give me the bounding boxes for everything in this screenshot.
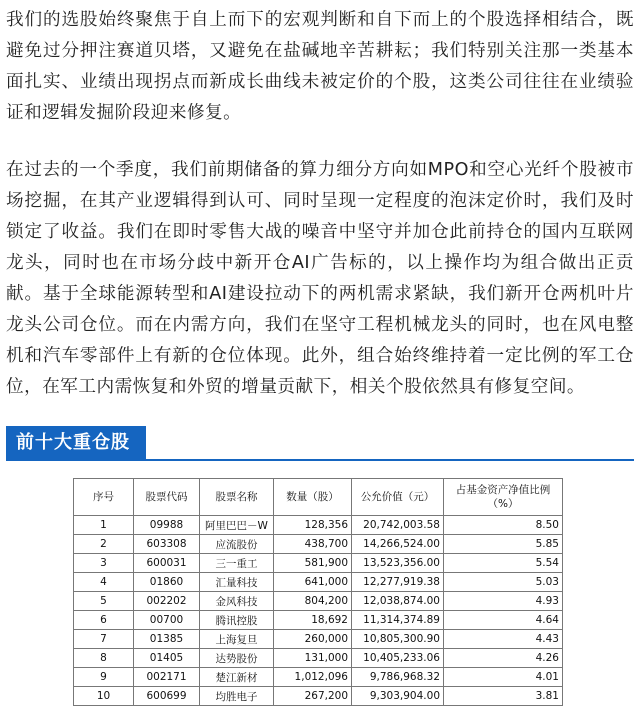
cell-fair-value: 14,266,524.00 [352, 535, 444, 554]
cell-stock-code: 603308 [134, 535, 200, 554]
section-divider [6, 459, 634, 461]
cell-nav-ratio: 3.81 [444, 687, 563, 706]
cell-stock-name: 汇量科技 [200, 573, 274, 592]
cell-stock-name: 腾讯控股 [200, 611, 274, 630]
table-row [74, 516, 563, 535]
table-row [74, 592, 563, 611]
cell-quantity: 804,200 [274, 592, 352, 611]
cell-stock-name: 阿里巴巴－W [200, 516, 274, 535]
table-row [74, 573, 563, 592]
table-row [74, 535, 563, 554]
section-title-top-ten-holdings: 前十大重仓股 [6, 426, 146, 460]
cell-quantity: 438,700 [274, 535, 352, 554]
cell-quantity: 267,200 [274, 687, 352, 706]
cell-stock-code: 600031 [134, 554, 200, 573]
cell-fair-value: 11,314,374.89 [352, 611, 444, 630]
cell-stock-name: 应流股份 [200, 535, 274, 554]
cell-nav-ratio: 4.93 [444, 592, 563, 611]
cell-fair-value: 12,038,874.00 [352, 592, 444, 611]
cell-stock-code: 002202 [134, 592, 200, 611]
paragraph-quarter-review: 在过去的一个季度，我们前期储备的算力细分方向如MPO和空心光纤个股被市场挖掘，在其产业逻辑得到认可、同时呈现一定程度的泡沫定价时，我们及时锁定了收益。我们在即时零售大战的噪音中坚守并加仓此前持仓的国内互联网龙头，同时也在市场分歧中新开仓AI广告标的，以上操作均为组合做出正贡献。基于全球能源转型和AI建设拉动下的两机需求紧缺，我们新开仓两机叶片龙头公司仓位。而在内需方向，我们在坚守工程机械龙头的同时，也在风电整机和汽车零部件上有新的仓位体现。此外，组合始终维持着一定比例的军工仓位，在军工内需恢复和外贸的增量贡献下，相关个股依然具有修复空间。 [6, 160, 634, 397]
cell-nav-ratio: 5.85 [444, 535, 563, 554]
header-stock-code: 股票代码 [134, 479, 200, 516]
holdings-table-container [73, 478, 562, 706]
table-header-row [74, 479, 563, 516]
header-index: 序号 [74, 479, 134, 516]
cell-stock-name: 楚江新材 [200, 668, 274, 687]
cell-fair-value: 10,805,300.90 [352, 630, 444, 649]
header-nav-ratio: 占基金资产净值比例（%） [444, 479, 563, 516]
table-row [74, 630, 563, 649]
cell-stock-code: 01385 [134, 630, 200, 649]
cell-quantity: 128,356 [274, 516, 352, 535]
cell-index: 4 [74, 573, 134, 592]
cell-index: 9 [74, 668, 134, 687]
cell-index: 7 [74, 630, 134, 649]
cell-quantity: 1,012,096 [274, 668, 352, 687]
table-row [74, 611, 563, 630]
cell-quantity: 131,000 [274, 649, 352, 668]
cell-stock-name: 上海复旦 [200, 630, 274, 649]
cell-stock-code: 00700 [134, 611, 200, 630]
cell-nav-ratio: 4.01 [444, 668, 563, 687]
cell-stock-name: 金风科技 [200, 592, 274, 611]
cell-nav-ratio: 4.64 [444, 611, 563, 630]
header-quantity: 数量（股） [274, 479, 352, 516]
holdings-table [73, 478, 563, 706]
cell-fair-value: 20,742,003.58 [352, 516, 444, 535]
cell-stock-code: 01405 [134, 649, 200, 668]
cell-fair-value: 13,523,356.00 [352, 554, 444, 573]
cell-index: 8 [74, 649, 134, 668]
cell-index: 2 [74, 535, 134, 554]
cell-quantity: 260,000 [274, 630, 352, 649]
cell-fair-value: 12,277,919.38 [352, 573, 444, 592]
cell-nav-ratio: 5.54 [444, 554, 563, 573]
cell-quantity: 18,692 [274, 611, 352, 630]
cell-stock-name: 三一重工 [200, 554, 274, 573]
table-row [74, 687, 563, 706]
cell-fair-value: 9,786,968.32 [352, 668, 444, 687]
cell-index: 5 [74, 592, 134, 611]
cell-nav-ratio: 5.03 [444, 573, 563, 592]
cell-stock-code: 01860 [134, 573, 200, 592]
cell-nav-ratio: 4.43 [444, 630, 563, 649]
header-stock-name: 股票名称 [200, 479, 274, 516]
table-row [74, 668, 563, 687]
cell-quantity: 581,900 [274, 554, 352, 573]
paragraph-stock-selection: 我们的选股始终聚焦于自上而下的宏观判断和自下而上的个股选择相结合，既避免过分押注赛道贝塔，又避免在盐碱地辛苦耕耘；我们特别关注那一类基本面扎实、业绩出现拐点而新成长曲线未被定价的个股，这类公司往往在业绩验证和逻辑发掘阶段迎来修复。 [6, 10, 634, 123]
table-row [74, 554, 563, 573]
cell-quantity: 641,000 [274, 573, 352, 592]
cell-stock-code: 002171 [134, 668, 200, 687]
cell-index: 1 [74, 516, 134, 535]
cell-nav-ratio: 8.50 [444, 516, 563, 535]
cell-stock-name: 均胜电子 [200, 687, 274, 706]
cell-fair-value: 9,303,904.00 [352, 687, 444, 706]
cell-nav-ratio: 4.26 [444, 649, 563, 668]
table-row [74, 649, 563, 668]
cell-stock-name: 达势股份 [200, 649, 274, 668]
cell-stock-code: 600699 [134, 687, 200, 706]
cell-index: 3 [74, 554, 134, 573]
cell-index: 6 [74, 611, 134, 630]
cell-fair-value: 10,405,233.06 [352, 649, 444, 668]
cell-index: 10 [74, 687, 134, 706]
header-fair-value: 公允价值（元） [352, 479, 444, 516]
cell-stock-code: 09988 [134, 516, 200, 535]
